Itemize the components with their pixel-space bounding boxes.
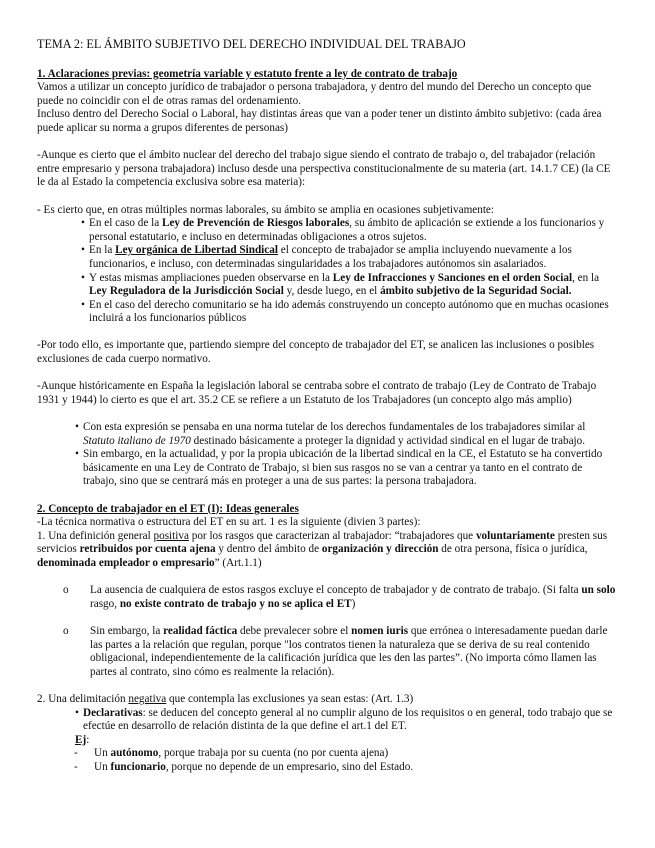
- list-item: • Sin embargo, en la actualidad, y por la propia ubicación de la libertad sindical en la CE, el Estatuto se ha convertido básicamente en una Ley de Contrato de Trabajo, si bien sus rasgos no se van a centrar ya tanto en el contrato de trabajo, sino que se centrará más en proteger a una de sus partes: la persona trabajadora.: [75, 448, 617, 489]
- list-item: • En el caso de la Ley de Prevención de Riesgos laborales, su ámbito de aplicación se extiende a los funcionarios y personal estatutario, e incluso en determinadas obligaciones a otros sujetos.: [81, 217, 617, 244]
- list-item: • Declarativas: se deducen del concepto general al no cumplir alguno de los requisitos o en general, todo trabajo que se efectúe en desarrollo de relación distinta de la que define el art.1 del ET.: [75, 707, 617, 734]
- paragraph: 1. Una definición general positiva por los rasgos que caracterizan al trabajador: “trabajadores que voluntariamente presten sus servicios retribuidos por cuenta ajena y dentro del ámbito de organización y dirección de otra persona, física o jurídica, denominada empleador o empresario” (Art.1.1): [37, 529, 608, 569]
- bullet-list: [37, 421, 617, 489]
- example-label: Ej:: [75, 733, 90, 746]
- sub-list: [37, 584, 617, 679]
- section-1-heading: 1. Aclaraciones previas: geometría variable y estatuto frente a ley de contrato de trabajo: [37, 67, 458, 80]
- paragraph: -Aunque históricamente en España la legislación laboral se centraba sobre el contrato de trabajo (Ley de Contrato de Trabajo 1931 y 1944) lo cierto es que el art. 35.2 CE se refiere a un Estatuto de los Trabajadores (un concepto algo más amplio): [37, 380, 597, 406]
- list-item: o La ausencia de cualquiera de estos rasgos excluye el concepto de trabajador y de contrato de trabajo. (Si falta un solo rasgo, no existe contrato de trabajo y no se aplica el ET): [63, 584, 617, 611]
- list-item: • Con esta expresión se pensaba en una norma tutelar de los derechos fundamentales de los trabajadores similar al Statuto italiano de 1970 destinado básicamente a proteger la dignidad y actividad sindical en el lugar de trabajo.: [75, 421, 617, 448]
- list-item: • Y estas mismas ampliaciones pueden observarse en la Ley de Infracciones y Sanciones en el orden Social, en la Ley Reguladora de la Jurisdicción Social y, desde luego, en el ámbito subjetivo de la Seguridad Social.: [81, 272, 617, 299]
- document-page: [37, 38, 617, 774]
- bullet-list: [37, 217, 617, 326]
- list-item: • En el caso del derecho comunitario se ha ido además construyendo un concepto autónomo que en muchas ocasiones incluirá a los funcionarios públicos: [81, 299, 617, 326]
- page-title: TEMA 2: EL ÁMBITO SUBJETIVO DEL DERECHO INDIVIDUAL DEL TRABAJO: [37, 37, 466, 51]
- paragraph: Incluso dentro del Derecho Social o Laboral, hay distintas áreas que van a poder tener un distinto ámbito subjetivo: (cada área puede aplicar su norma a grupos diferentes de personas): [37, 108, 602, 134]
- list-item: - Un autónomo, porque trabaja por su cuenta (no por cuenta ajena): [74, 747, 617, 761]
- dash-list: [37, 747, 617, 774]
- list-item: - Un funcionario, porque no depende de un empresario, sino del Estado.: [74, 761, 617, 775]
- paragraph: - Es cierto que, en otras múltiples normas laborales, su ámbito se amplia en ocasiones subjetivamente:: [37, 203, 495, 216]
- paragraph: -Aunque es cierto que el ámbito nuclear del derecho del trabajo sigue siendo el contrato de trabajo o, del trabajador (relación entre empresario y persona trabajadora) incluso desde una perspectiva constitucionalmente de su materia (art. 14.1.7 CE) (la CE le da al Estado la competencia exclusiva sobre esa materia):: [37, 149, 611, 189]
- bullet-list: [37, 707, 617, 734]
- list-item: • En la Ley orgánica de Libertad Sindical el concepto de trabajador se amplia incluyendo nuevamente a los funcionarios, e incluso, con determinadas singularidades a los trabajadores autónomos sin asalariados.: [81, 244, 617, 271]
- paragraph: 2. Una delimitación negativa que contempla las exclusiones ya sean estas: (Art. 1.3): [37, 692, 414, 705]
- paragraph: Vamos a utilizar un concepto jurídico de trabajador o persona trabajadora, y dentro del mundo del Derecho un concepto que puede no coincidir con el de otras ramas del ordenamiento.: [37, 81, 592, 107]
- section-2-heading: 2. Concepto de trabajador en el ET (I): Ideas generales: [37, 502, 299, 515]
- paragraph: -La técnica normativa o estructura del ET en su art. 1 es la siguiente (divien 3 partes):: [37, 516, 421, 529]
- paragraph: -Por todo ello, es importante que, partiendo siempre del concepto de trabajador del ET, se analicen las inclusiones o posibles exclusiones de cada cuerpo normativo.: [37, 339, 595, 366]
- list-item: o Sin embargo, la realidad fáctica debe prevalecer sobre el nomen iuris que errónea o interesadamente puedan darle las partes a la relación que regulan, porque "los contratos tienen la naturaleza que se deriva de su real contenido obligacional, independientemente de la calificación jurídica que les den las partes”. (No importa cómo llamen las partes al contrato, sino cómo es realmente la relación).: [63, 625, 617, 679]
